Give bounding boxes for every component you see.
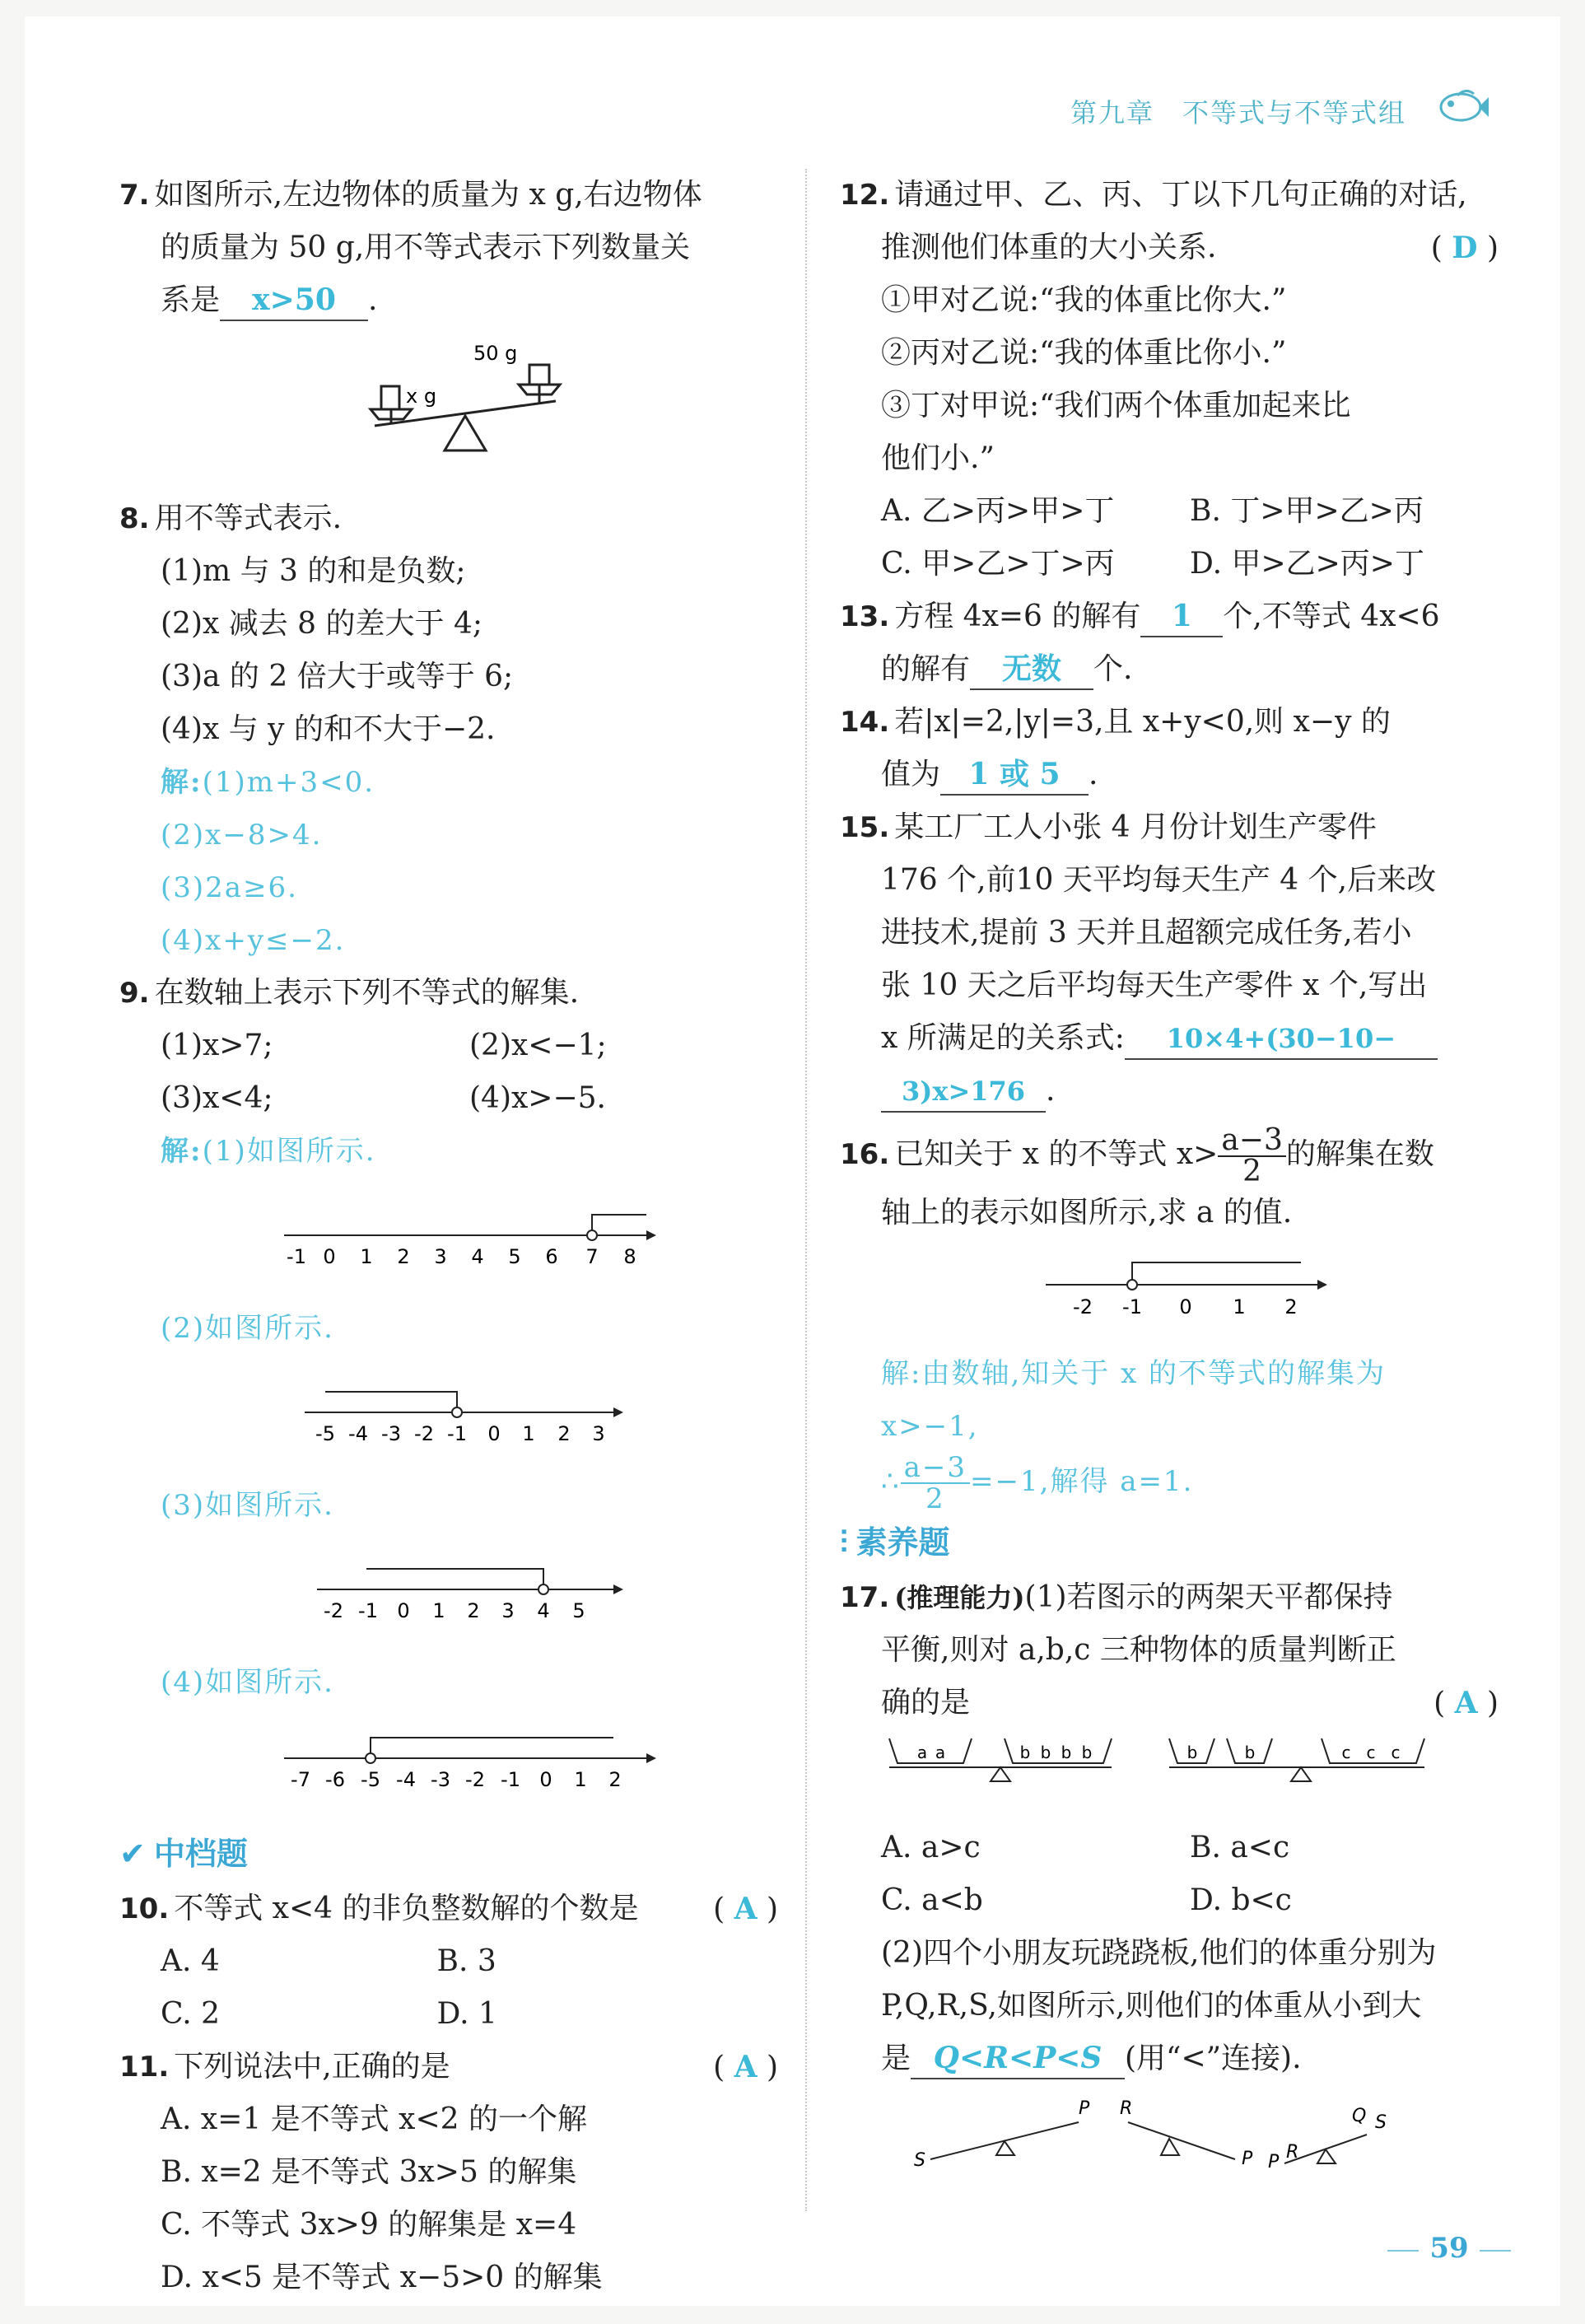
q7-answer: x>50 <box>220 280 368 321</box>
section-medium-title: 中档题 <box>153 1836 248 1872</box>
q13-text-3: 的解有 <box>881 652 971 686</box>
weight-b: b <box>1019 1743 1031 1762</box>
q8-stem: 用不等式表示. <box>154 502 343 535</box>
tick-label: -3 <box>431 1768 450 1791</box>
tick-label: 2 <box>397 1245 410 1268</box>
tick-label: -4 <box>396 1768 416 1791</box>
balance-scale-figure <box>119 327 778 475</box>
q12-option-b: B. 丁>甲>乙>丙 <box>1190 494 1424 528</box>
column-divider <box>805 169 807 2211</box>
q17-text-6: 是 <box>881 2042 911 2075</box>
question-13 <box>840 590 1499 696</box>
q9-item-4: (4)x>−5. <box>469 1081 606 1115</box>
tick-label: 1 <box>1233 1295 1246 1318</box>
weight-b: b <box>1040 1743 1051 1762</box>
q10-option-b: B. 3 <box>436 1944 496 1978</box>
q12-line-3: ③丁对甲说:“我们两个体重加起来比 <box>881 389 1351 422</box>
q15-line-3: 进技术,提前 3 天并且超额完成任务,若小 <box>881 916 1412 950</box>
bars-icon: ⫶ <box>840 1524 848 1561</box>
q7-text-1: 如图所示,左边物体的质量为 x g,右边物体 <box>154 178 702 212</box>
q12-text-1: 请通过甲、乙、丙、丁以下几句正确的对话, <box>894 178 1467 212</box>
q13-number: 13. <box>840 600 890 633</box>
q8-solution-4: (4)x+y≤−2. <box>161 924 346 957</box>
tick-label: -1 <box>358 1599 378 1622</box>
tick-label: 3 <box>592 1422 605 1445</box>
tick-label: 1 <box>574 1768 587 1791</box>
number-line-4 <box>119 1709 778 1808</box>
tick-label: -7 <box>291 1768 310 1791</box>
q16-fraction <box>1218 1123 1286 1188</box>
question-7 <box>119 169 778 492</box>
q10-answer: A <box>734 1892 758 1926</box>
tick-label: 3 <box>501 1599 515 1622</box>
tick-label: 0 <box>487 1422 501 1445</box>
right-weight-label: 50 g <box>473 342 518 365</box>
tick-label: -1 <box>287 1245 306 1268</box>
tick-label: 2 <box>1284 1295 1298 1318</box>
q15-line-4: 张 10 天之后平均每天生产零件 x 个,写出 <box>881 968 1428 1002</box>
q8-number: 8. <box>119 502 150 535</box>
weight-b: b <box>1061 1743 1072 1762</box>
tick-label: 5 <box>508 1245 521 1268</box>
weight-a: a <box>916 1743 928 1762</box>
q9-item-1: (1)x>7; <box>161 1029 273 1062</box>
tick-label: 2 <box>467 1599 480 1622</box>
q17-text-2: 平衡,则对 a,b,c 三种物体的质量判断正 <box>881 1633 1396 1667</box>
q16-solution-2: x>−1, <box>881 1410 979 1443</box>
tick-label: -2 <box>414 1422 434 1445</box>
question-8 <box>119 492 778 967</box>
q12-line-4: 他们小.” <box>881 441 995 475</box>
q12-text-2: 推测他们体重的大小关系. <box>881 231 1217 264</box>
q17-answer-2: Q<R<P<S <box>911 2038 1125 2079</box>
q14-text-2: 值为 <box>881 758 941 791</box>
q11-option-a: A. x=1 是不等式 x<2 的一个解 <box>161 2102 587 2136</box>
q17-text-1: (1)若图示的两架天平都保持 <box>1024 1580 1393 1614</box>
fraction-numerator: a−3 <box>901 1453 970 1484</box>
q8-solution-1: (1)m+3<0. <box>202 766 375 799</box>
q15-line-1: 某工厂工人小张 4 月份计划生产零件 <box>894 810 1378 844</box>
tick-label: 3 <box>434 1245 447 1268</box>
chapter-label: 第九章 <box>1070 97 1155 128</box>
tick-label: -2 <box>1073 1295 1093 1318</box>
q14-number: 14. <box>840 706 890 739</box>
number-line-2 <box>119 1355 778 1462</box>
tick-label: -5 <box>361 1768 380 1791</box>
page-number: 59 <box>1387 2232 1511 2265</box>
q9-solution-1: (1)如图所示. <box>202 1135 376 1168</box>
q16-number: 16. <box>840 1138 890 1171</box>
fraction-denominator: 2 <box>925 1482 945 1515</box>
q12-number: 12. <box>840 179 890 212</box>
q10-option-c: C. 2 <box>161 1997 221 2031</box>
q9-item-2: (2)x<−1; <box>469 1029 607 1062</box>
q17-answer: A <box>1454 1686 1478 1720</box>
seesaw-label: P <box>1242 2149 1253 2169</box>
tick-label: 0 <box>323 1245 336 1268</box>
q8-item-1: (1)m 与 3 的和是负数; <box>161 554 466 588</box>
tick-label: 8 <box>623 1245 636 1268</box>
tick-label: 6 <box>545 1245 558 1268</box>
q12-line-1: ①甲对乙说:“我的体重比你大.” <box>881 283 1287 317</box>
q9-solution-3: (3)如图所示. <box>161 1489 334 1522</box>
seesaw-label: R <box>1120 2098 1133 2119</box>
q17-option-d: D. b<c <box>1190 1883 1292 1917</box>
question-9 <box>119 967 778 1825</box>
question-10: 10. 不等式 x<4 的非负整数解的个数是 ( A ) A. 4 B. 3 C. 2 D. 1 <box>119 1883 778 2041</box>
q12-option-d: D. 甲>乙>丙>丁 <box>1190 547 1424 581</box>
q13-text-1: 方程 4x=6 的解有 <box>894 600 1141 633</box>
right-column <box>840 169 1499 2193</box>
seesaw-label: P <box>1268 2152 1280 2172</box>
q17-text-7: (用“<”连接). <box>1125 2042 1302 2075</box>
seesaw-label: P <box>1079 2098 1090 2119</box>
section-literacy <box>840 1514 1499 1571</box>
number-line-3 <box>119 1532 778 1639</box>
q14-end: . <box>1089 758 1098 791</box>
chapter-header <box>1070 92 1434 130</box>
q15-answer-part-1: 10×4+(30−10− <box>1125 1019 1438 1060</box>
tick-label: 5 <box>572 1599 585 1622</box>
weight-a: a <box>935 1743 946 1762</box>
q10-option-a: A. 4 <box>161 1944 220 1978</box>
question-11: 11. 下列说法中,正确的是 ( A ) A. x=1 是不等式 x<2 的一个解 B. x=2 是不等式 3x>5 的解集 C. 不等式 3x>9 的解集是 x=4 D. x<5 是不等式 x−5>0 的解集 <box>119 2041 778 2304</box>
tick-label: -4 <box>348 1422 368 1445</box>
tick-label: 0 <box>539 1768 552 1791</box>
fraction-denominator: 2 <box>1242 1155 1262 1188</box>
seesaw-label: Q <box>1352 2106 1367 2126</box>
q11-option-b: B. x=2 是不等式 3x>5 的解集 <box>161 2155 577 2189</box>
seesaw-label: R <box>1286 2142 1299 2163</box>
weight-c: c <box>1391 1743 1401 1762</box>
question-15 <box>840 801 1499 1118</box>
q8-solution-2: (2)x−8>4. <box>161 819 323 852</box>
question-17: 17. (推理能力)(1)若图示的两架天平都保持 平衡,则对 a,b,c 三种物体的质量判断正 确的是 ( A ) a a b b b b b b c c c A. a>c B. a<c C. a<b D. b<c (2)四个小朋友玩跷跷板,他们的体重分别为 P,Q,R,S,如图所示,则他们的体重从小到大 是 Q<R<P<S (用“<”连接). P S R P P R Q S <box>840 1571 1499 2193</box>
q16-solution-1: 解:由数轴,知关于 x 的不等式的解集为 <box>881 1357 1387 1390</box>
q11-text: 下列说法中,正确的是 <box>174 2050 450 2084</box>
seesaw-figures <box>840 2085 1499 2176</box>
question-12: 12. 请通过甲、乙、丙、丁以下几句正确的对话, 推测他们体重的大小关系. ( D ) ①甲对乙说:“我的体重比你大.” ②丙对乙说:“我的体重比你小.” ③丁对甲说:“我们两个体重加起来比 他们小.” A. 乙>丙>甲>丁 B. 丁>甲>乙>丙 C. 甲>乙>丁>丙 D. 甲>乙>丙>丁 <box>840 169 1499 590</box>
q17-option-c: C. a<b <box>881 1883 983 1917</box>
q15-line-2: 176 个,前10 天平均每天生产 4 个,后来改 <box>881 863 1437 897</box>
q13-answer-2: 无数 <box>970 649 1093 690</box>
number-line-1 <box>119 1178 778 1285</box>
q9-solution-4: (4)如图所示. <box>161 1666 334 1699</box>
q8-item-3: (3)a 的 2 倍大于或等于 6; <box>161 660 514 693</box>
q12-option-a: A. 乙>丙>甲>丁 <box>881 494 1115 528</box>
q13-text-2: 个,不等式 4x<6 <box>1223 600 1440 633</box>
page <box>25 16 1560 2306</box>
weight-b: b <box>1186 1743 1198 1762</box>
axis-1-ticks <box>287 1245 636 1268</box>
weight-c: c <box>1366 1743 1376 1762</box>
q17-tag: (推理能力) <box>894 1582 1025 1613</box>
tick-label: -1 <box>447 1422 467 1445</box>
tick-label: 0 <box>1179 1295 1192 1318</box>
q11-answer: A <box>734 2050 758 2084</box>
seesaw-label: S <box>914 2150 925 2171</box>
tick-label: -1 <box>501 1768 520 1791</box>
q13-answer-1: 1 <box>1140 596 1223 637</box>
q16-text-2: 的解集在数 <box>1285 1137 1434 1171</box>
tick-label: -2 <box>324 1599 343 1622</box>
q16-text-1: 已知关于 x 的不等式 x> <box>894 1137 1219 1171</box>
seesaw-label: S <box>1375 2112 1387 2133</box>
q15-text-5: x 所满足的关系式: <box>881 1021 1125 1055</box>
fraction-numerator: a−3 <box>1218 1126 1286 1157</box>
q9-number: 9. <box>119 977 150 1010</box>
q10-text: 不等式 x<4 的非负整数解的个数是 <box>174 1892 639 1925</box>
q8-solution-label: 解: <box>161 766 203 799</box>
q8-item-2: (2)x 减去 8 的差大于 4; <box>161 607 483 641</box>
section-literacy-title: 素养题 <box>855 1524 950 1561</box>
q10-option-d: D. 1 <box>436 1997 497 2031</box>
question-16 <box>840 1123 1499 1515</box>
q11-number: 11. <box>119 2051 170 2084</box>
section-medium <box>119 1825 778 1883</box>
q8-item-4: (4)x 与 y 的和不大于−2. <box>161 712 496 746</box>
q16-text-3: 轴上的表示如图所示,求 a 的值. <box>881 1196 1293 1230</box>
tick-label: 1 <box>360 1245 373 1268</box>
balance-scales-abc <box>840 1730 1499 1804</box>
number-line-q16 <box>840 1239 1499 1330</box>
weight-b: b <box>1081 1743 1093 1762</box>
q9-solution-2: (2)如图所示. <box>161 1312 334 1345</box>
q13-text-4: 个. <box>1093 652 1133 686</box>
q7-number: 7. <box>119 179 150 212</box>
q10-number: 10. <box>119 1892 170 1925</box>
tick-label: 4 <box>537 1599 550 1622</box>
q7-text-2: 的质量为 50 g,用不等式表示下列数量关 <box>161 231 691 264</box>
q17-option-a: A. a>c <box>881 1831 981 1864</box>
q12-option-c: C. 甲>乙>丁>丙 <box>881 547 1115 581</box>
check-icon: ✔ <box>119 1836 146 1872</box>
tick-label: -2 <box>465 1768 485 1791</box>
q11-option-c: C. 不等式 3x>9 的解集是 x=4 <box>161 2208 577 2242</box>
q17-text-4: (2)四个小朋友玩跷跷板,他们的体重分别为 <box>881 1936 1437 1970</box>
q15-answer-part-2: 3)x>176 <box>881 1071 1046 1113</box>
tick-label: 2 <box>608 1768 622 1791</box>
therefore-symbol: ∴ <box>881 1465 901 1498</box>
q11-option-d: D. x<5 是不等式 x−5>0 的解集 <box>161 2261 603 2294</box>
q15-end: . <box>1046 1074 1056 1108</box>
q9-item-3: (3)x<4; <box>161 1081 273 1115</box>
fish-icon <box>1433 84 1490 128</box>
left-weight-label: x g <box>406 385 437 408</box>
tick-label: 2 <box>557 1422 571 1445</box>
q17-number: 17. <box>840 1581 890 1614</box>
q8-solution-3: (3)2a≥6. <box>161 871 298 904</box>
tick-label: 4 <box>471 1245 484 1268</box>
tick-label: 0 <box>397 1599 410 1622</box>
weight-c: c <box>1341 1743 1351 1762</box>
q14-answer: 1 或 5 <box>940 754 1089 796</box>
tick-label: -5 <box>315 1422 335 1445</box>
q12-line-2: ②丙对乙说:“我的体重比你小.” <box>881 336 1287 370</box>
q12-answer: D <box>1452 231 1478 265</box>
tick-label: 1 <box>522 1422 535 1445</box>
q15-number: 15. <box>840 811 890 844</box>
q7-text-3: 系是 <box>161 283 221 317</box>
tick-label: -1 <box>1122 1295 1142 1318</box>
chapter-title: 不等式与不等式组 <box>1182 97 1407 128</box>
q17-text-3: 确的是 <box>881 1686 971 1720</box>
weight-b: b <box>1244 1743 1256 1762</box>
q9-solution-label: 解: <box>161 1135 203 1168</box>
tick-label: 1 <box>432 1599 445 1622</box>
q17-text-5: P,Q,R,S,如图所示,则他们的体重从小到大 <box>881 1989 1422 2023</box>
question-14 <box>840 696 1499 801</box>
q16-solution-3: =−1,解得 a=1. <box>970 1465 1194 1498</box>
q17-option-b: B. a<c <box>1190 1831 1290 1864</box>
tick-label: 7 <box>585 1245 599 1268</box>
q9-stem: 在数轴上表示下列不等式的解集. <box>154 976 580 1010</box>
left-column <box>119 169 778 2304</box>
q7-end: . <box>368 283 378 317</box>
tick-label: -6 <box>325 1768 345 1791</box>
q14-text-1: 若|x|=2,|y|=3,且 x+y<0,则 x−y 的 <box>894 705 1391 739</box>
tick-label: -3 <box>381 1422 401 1445</box>
